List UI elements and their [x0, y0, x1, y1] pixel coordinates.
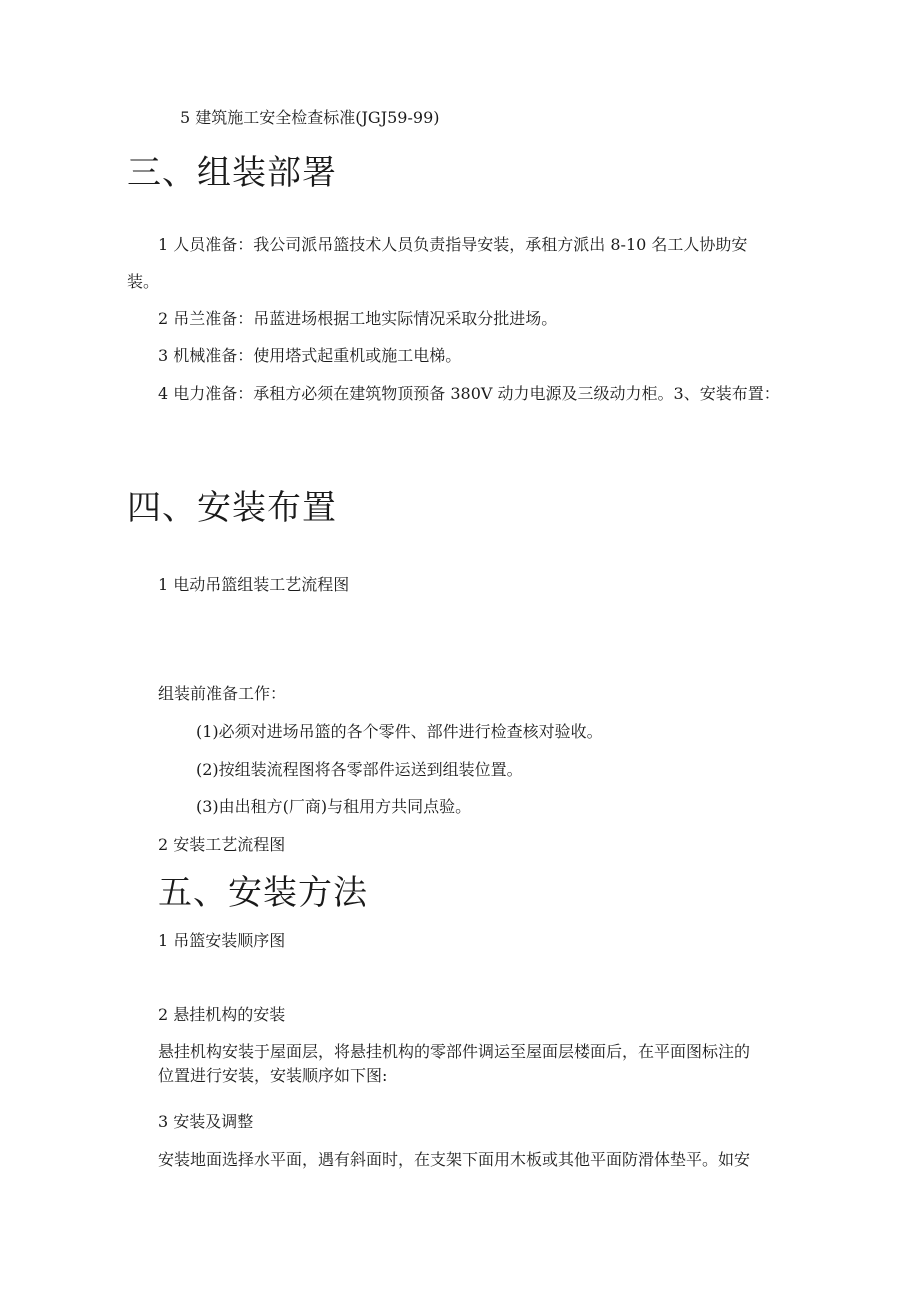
install-adjust-title: 3 安装及调整 — [158, 1112, 254, 1131]
prep-work-item-1: (1)必须对进场吊篮的各个零件、部件进行检查核对验收。 — [196, 722, 603, 741]
suspension-install-title: 2 悬挂机构的安装 — [158, 1005, 286, 1024]
suspension-para-line-2: 位置进行安装，安装顺序如下图: — [158, 1066, 388, 1085]
personnel-prep-line-2: 装。 — [127, 272, 160, 291]
assembly-flowchart-title: 1 电动吊篮组装工艺流程图 — [158, 575, 350, 594]
personnel-prep-line-1: 1 人员准备：我公司派吊篮技术人员负责指导安装，承租方派出 8-10 名工人协助安 — [158, 235, 748, 254]
standard-item-5: 5 建筑施工安全检查标准(JGJ59-99) — [180, 108, 440, 127]
prep-work-title: 组装前准备工作： — [158, 684, 287, 703]
install-adjust-para-line-1: 安装地面选择水平面，遇有斜面时，在支架下面用木板或其他平面防滑体垫平。如安 — [158, 1150, 751, 1169]
basket-prep: 2 吊兰准备：吊蓝进场根据工地实际情况采取分批进场。 — [158, 309, 558, 328]
install-flowchart-title: 2 安装工艺流程图 — [158, 835, 286, 854]
section-heading-3: 三、组装部署 — [127, 153, 337, 193]
power-prep: 4 电力准备：承租方必须在建筑物顶预备 380V 动力电源及三级动力柜。3、安装布置： — [158, 384, 780, 403]
prep-work-item-2: (2)按组装流程图将各零部件运送到组装位置。 — [196, 760, 523, 779]
suspension-para-line-1: 悬挂机构安装于屋面层，将悬挂机构的零部件调运至屋面层楼面后，在平面图标注的 — [158, 1042, 751, 1061]
section-heading-5: 五、安装方法 — [158, 873, 368, 913]
section-heading-4: 四、安装布置 — [127, 488, 337, 528]
install-sequence-title: 1 吊篮安装顺序图 — [158, 931, 286, 950]
prep-work-item-3: (3)由出租方(厂商)与租用方共同点验。 — [196, 797, 472, 816]
machinery-prep: 3 机械准备：使用塔式起重机或施工电梯。 — [158, 346, 462, 365]
